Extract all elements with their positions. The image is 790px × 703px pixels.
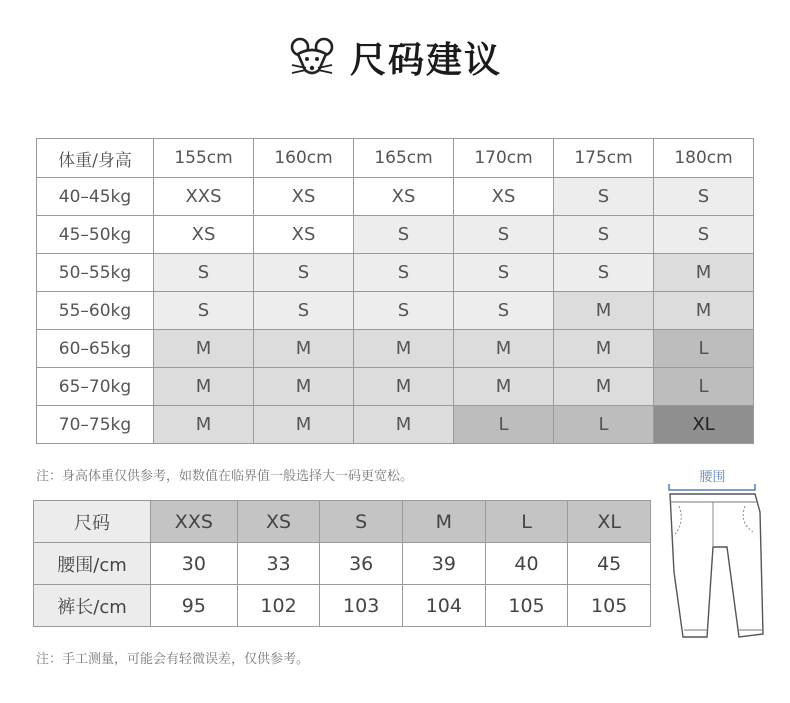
size-cell: S [154, 254, 254, 292]
size-cell: M [254, 406, 354, 444]
size-header: XS [237, 501, 320, 543]
size-cell: XS [254, 178, 354, 216]
size-cell: XS [454, 178, 554, 216]
size-cell: S [354, 292, 454, 330]
measure-row [34, 585, 651, 627]
size-cell: S [254, 254, 354, 292]
measure-label: 腰围/cm [34, 543, 151, 585]
measure-value: 95 [151, 585, 238, 627]
measure-label: 裤长/cm [34, 585, 151, 627]
size-cell: M [154, 368, 254, 406]
mouse-icon [288, 34, 336, 82]
measure-header-row [34, 501, 651, 543]
size-cell: XS [254, 216, 354, 254]
size-cell: M [254, 368, 354, 406]
size-cell: XS [354, 178, 454, 216]
height-header: 175cm [554, 139, 654, 178]
size-chart-row [37, 178, 754, 216]
title-bar [0, 32, 790, 86]
weight-label: 40–45kg [37, 178, 154, 216]
measure-value: 104 [403, 585, 486, 627]
measure-value: 40 [485, 543, 568, 585]
size-cell: M [354, 330, 454, 368]
size-cell: XL [654, 406, 754, 444]
weight-label: 45–50kg [37, 216, 154, 254]
height-header: 160cm [254, 139, 354, 178]
measure-value: 45 [568, 543, 651, 585]
size-cell: XS [154, 216, 254, 254]
weight-label: 55–60kg [37, 292, 154, 330]
size-cell: XXS [154, 178, 254, 216]
weight-label: 50–55kg [37, 254, 154, 292]
measure-value: 103 [320, 585, 403, 627]
height-header: 180cm [654, 139, 754, 178]
measure-value: 30 [151, 543, 238, 585]
size-cell: M [554, 330, 654, 368]
height-header: 170cm [454, 139, 554, 178]
size-cell: M [254, 330, 354, 368]
size-chart-row [37, 254, 754, 292]
size-cell: S [654, 178, 754, 216]
size-header-label: 尺码 [34, 501, 151, 543]
size-chart-row [37, 406, 754, 444]
size-cell: M [154, 330, 254, 368]
measure-value: 36 [320, 543, 403, 585]
size-cell: L [454, 406, 554, 444]
size-cell: M [354, 368, 454, 406]
size-cell: S [554, 254, 654, 292]
size-cell: S [454, 216, 554, 254]
size-cell: M [154, 406, 254, 444]
size-chart-row [37, 368, 754, 406]
size-chart-row [37, 216, 754, 254]
measure-value: 105 [485, 585, 568, 627]
pants-diagram [665, 462, 775, 652]
size-chart-row [37, 330, 754, 368]
size-cell: M [354, 406, 454, 444]
size-cell: S [554, 178, 654, 216]
measure-value: 105 [568, 585, 651, 627]
waist-label: 腰围 [699, 470, 726, 485]
size-chart-header-row [37, 139, 754, 178]
weight-label: 60–65kg [37, 330, 154, 368]
size-cell: M [454, 368, 554, 406]
size-header: S [320, 501, 403, 543]
weight-label: 65–70kg [37, 368, 154, 406]
size-cell: L [554, 406, 654, 444]
size-cell: S [554, 216, 654, 254]
size-header: M [403, 501, 486, 543]
size-header: L [485, 501, 568, 543]
measurement-table [33, 500, 651, 627]
weight-label: 70–75kg [37, 406, 154, 444]
measure-row [34, 543, 651, 585]
corner-header: 体重/身高 [37, 139, 154, 178]
size-cell: M [654, 254, 754, 292]
pants-drawing [665, 462, 775, 652]
size-cell: S [254, 292, 354, 330]
height-header: 165cm [354, 139, 454, 178]
measurement-note: 注：手工测量，可能会有轻微误差，仅供参考。 [36, 652, 310, 667]
page-title: 尺码建议 [349, 40, 502, 81]
size-chart-row [37, 292, 754, 330]
size-header: XXS [151, 501, 238, 543]
size-cell: S [654, 216, 754, 254]
size-cell: L [654, 368, 754, 406]
measure-value: 39 [403, 543, 486, 585]
size-recommendation-table [36, 138, 754, 444]
measure-value: 102 [237, 585, 320, 627]
height-header: 155cm [154, 139, 254, 178]
size-header: XL [568, 501, 651, 543]
size-cell: L [654, 330, 754, 368]
size-cell: M [554, 368, 654, 406]
measure-value: 33 [237, 543, 320, 585]
size-cell: S [354, 216, 454, 254]
size-cell: M [454, 330, 554, 368]
size-cell: M [654, 292, 754, 330]
size-cell: M [554, 292, 654, 330]
size-cell: S [154, 292, 254, 330]
size-cell: S [354, 254, 454, 292]
size-note: 注：身高体重仅供参考，如数值在临界值一般选择大一码更宽松。 [36, 469, 414, 484]
size-cell: S [454, 292, 554, 330]
size-cell: S [454, 254, 554, 292]
